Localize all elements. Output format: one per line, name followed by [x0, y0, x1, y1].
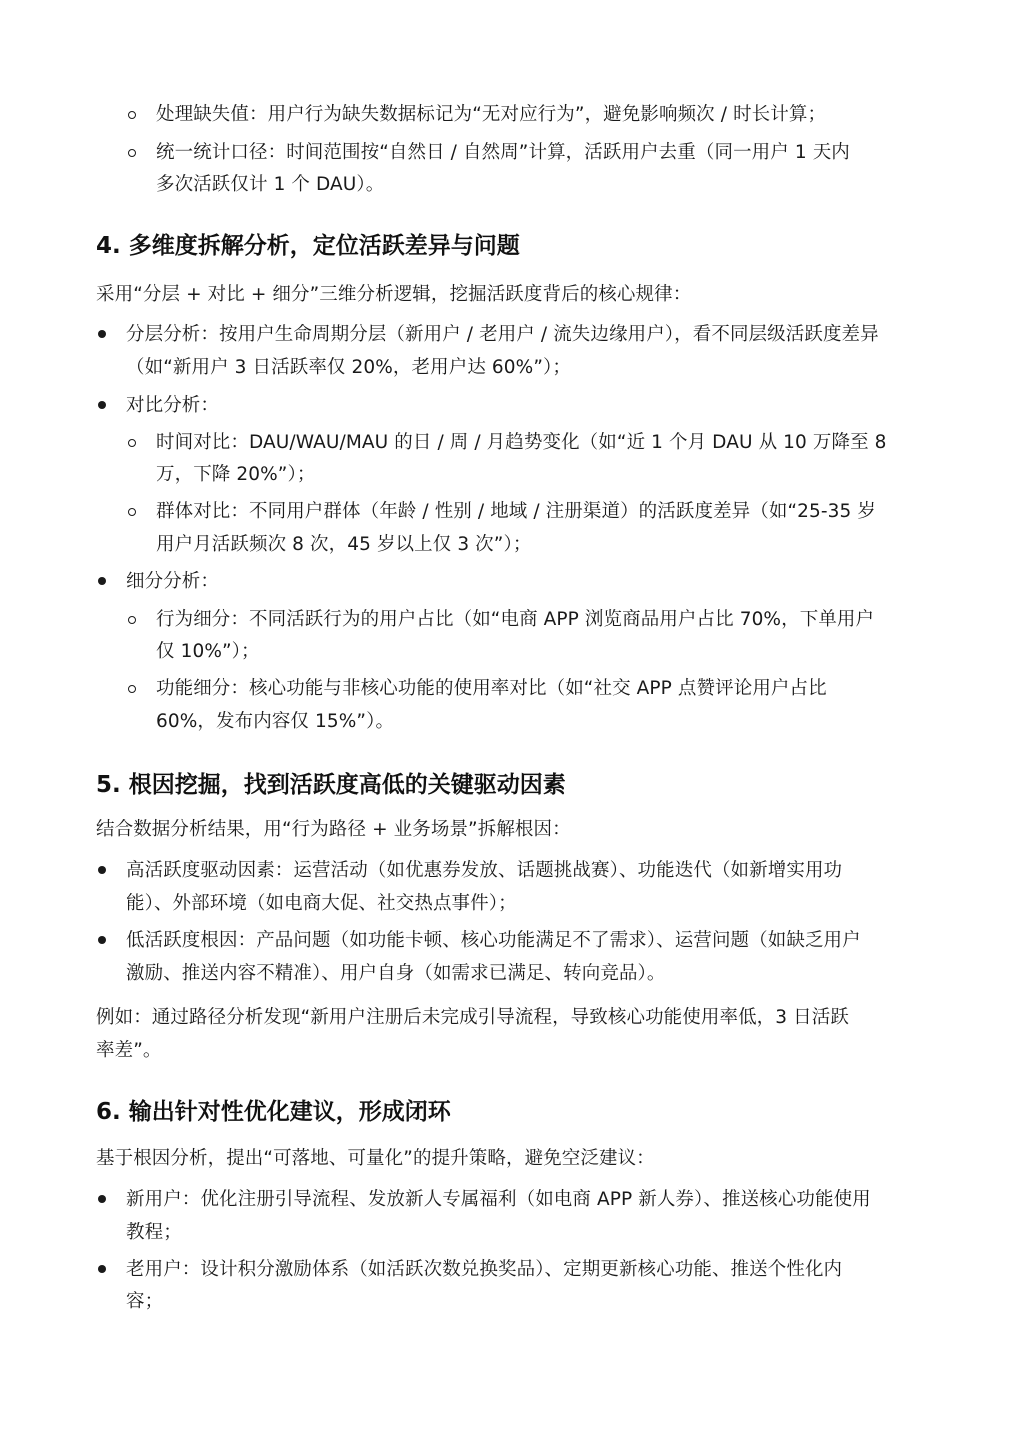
bullet-icon	[98, 1265, 106, 1273]
paragraph: 结合数据分析结果，用“行为路径 + 业务场景”拆解根因：	[96, 819, 571, 840]
sub-bullet-icon	[128, 439, 136, 447]
sub-bullet-icon	[128, 685, 136, 693]
list-item-continuation: 万，下降 20%”）；	[156, 464, 316, 485]
section-heading: 6. 输出针对性优化建议，形成闭环	[96, 1099, 451, 1125]
sub-bullet-icon	[128, 616, 136, 624]
list-item: 分层分析：按用户生命周期分层（新用户 / 老用户 / 流失边缘用户），看不同层级活跃度差异	[126, 324, 879, 345]
list-item: 细分分析：	[126, 571, 220, 592]
list-item: 行为细分：不同活跃行为的用户占比（如“电商 APP 浏览商品用户占比 70%，下单用户	[156, 609, 875, 630]
list-item: 统一统计口径：时间范围按“自然日 / 自然周”计算，活跃用户去重（同一用户 1 天内	[156, 142, 850, 163]
list-item: 处理缺失值：用户行为缺失数据标记为“无对应行为”，避免影响频次 / 时长计算；	[156, 104, 827, 125]
sub-bullet-icon	[128, 149, 136, 157]
list-item: 对比分析：	[126, 395, 220, 416]
list-item-continuation: 激励、推送内容不精准）、用户自身（如需求已满足、转向竞品）。	[126, 963, 666, 984]
paragraph: 基于根因分析，提出“可落地、可量化”的提升策略，避免空泛建议：	[96, 1148, 655, 1169]
paragraph: 采用“分层 + 对比 + 细分”三维分析逻辑，挖掘活跃度背后的核心规律：	[96, 284, 692, 305]
list-item: 新用户：优化注册引导流程、发放新人专属福利（如电商 APP 新人券）、推送核心功能使用	[126, 1189, 871, 1210]
bullet-icon	[98, 401, 106, 409]
list-item-continuation: 能）、外部环境（如电商大促、社交热点事件）；	[126, 893, 517, 914]
list-item-continuation: 教程；	[126, 1222, 182, 1243]
paragraph-continuation: 率差”。	[96, 1040, 162, 1061]
list-item: 高活跃度驱动因素：运营活动（如优惠券发放、话题挑战赛）、功能迭代（如新增实用功	[126, 860, 843, 881]
paragraph: 例如：通过路径分析发现“新用户注册后未完成引导流程，导致核心功能使用率低，3 日活跃	[96, 1007, 849, 1028]
list-item: 老用户：设计积分激励体系（如活跃次数兑换奖品）、定期更新核心功能、推送个性化内	[126, 1259, 843, 1280]
list-item-continuation: 60%，发布内容仅 15%”）。	[156, 711, 395, 732]
list-item: 低活跃度根因：产品问题（如功能卡顿、核心功能满足不了需求）、运营问题（如缺乏用户	[126, 930, 861, 951]
section-heading: 4. 多维度拆解分析，定位活跃差异与问题	[96, 233, 520, 259]
list-item: 群体对比：不同用户群体（年龄 / 性别 / 地域 / 注册渠道）的活跃度差异（如“25-35 岁	[156, 501, 877, 522]
list-item: 功能细分：核心功能与非核心功能的使用率对比（如“社交 APP 点赞评论用户占比	[156, 678, 827, 699]
bullet-icon	[98, 1195, 106, 1203]
list-item-continuation: （如“新用户 3 日活跃率仅 20%，老用户达 60%”）；	[126, 357, 571, 378]
section-heading: 5. 根因挖掘，找到活跃度高低的关键驱动因素	[96, 772, 566, 798]
sub-bullet-icon	[128, 111, 136, 119]
sub-bullet-icon	[128, 508, 136, 516]
bullet-icon	[98, 577, 106, 585]
bullet-icon	[98, 936, 106, 944]
list-item-continuation: 容；	[126, 1291, 164, 1312]
list-item-continuation: 仅 10%”）；	[156, 641, 260, 662]
list-item: 时间对比：DAU/WAU/MAU 的日 / 周 / 月趋势变化（如“近 1 个月 DAU 从 10 万降至 8	[156, 432, 887, 453]
bullet-icon	[98, 866, 106, 874]
bullet-icon	[98, 330, 106, 338]
list-item-continuation: 用户月活跃频次 8 次，45 岁以上仅 3 次”）；	[156, 534, 532, 555]
list-item-continuation: 多次活跃仅计 1 个 DAU）。	[156, 174, 385, 195]
